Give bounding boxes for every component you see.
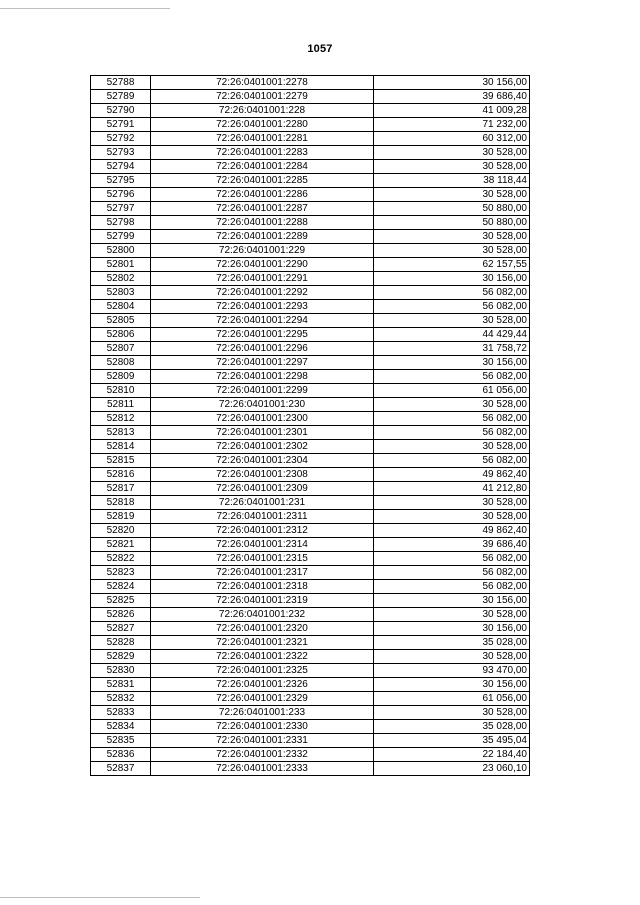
table-row [91, 104, 530, 118]
table-row [91, 356, 530, 370]
value-cell: 56 082,00 [374, 370, 530, 384]
cadastral-number-cell: 72:26:0401001:2315 [151, 552, 374, 566]
value-cell: 44 429,44 [374, 328, 530, 342]
row-id-cell: 52834 [91, 720, 151, 734]
table-row [91, 272, 530, 286]
table-row [91, 622, 530, 636]
table-row [91, 678, 530, 692]
row-id-cell: 52791 [91, 118, 151, 132]
cadastral-number-cell: 72:26:0401001:230 [151, 398, 374, 412]
cadastral-number-cell: 72:26:0401001:2294 [151, 314, 374, 328]
row-id-cell: 52809 [91, 370, 151, 384]
table-row [91, 258, 530, 272]
row-id-cell: 52832 [91, 692, 151, 706]
table-row [91, 286, 530, 300]
table-row [91, 300, 530, 314]
cadastral-number-cell: 72:26:0401001:229 [151, 244, 374, 258]
cadastral-number-cell: 72:26:0401001:2279 [151, 90, 374, 104]
row-id-cell: 52823 [91, 566, 151, 580]
cadastral-number-cell: 72:26:0401001:2332 [151, 748, 374, 762]
row-id-cell: 52807 [91, 342, 151, 356]
table-row [91, 244, 530, 258]
cadastral-number-cell: 72:26:0401001:2331 [151, 734, 374, 748]
table-row [91, 706, 530, 720]
cadastral-number-cell: 72:26:0401001:2312 [151, 524, 374, 538]
row-id-cell: 52805 [91, 314, 151, 328]
cadastral-number-cell: 72:26:0401001:228 [151, 104, 374, 118]
cadastral-number-cell: 72:26:0401001:2293 [151, 300, 374, 314]
table-row [91, 230, 530, 244]
row-id-cell: 52800 [91, 244, 151, 258]
value-cell: 49 862,40 [374, 524, 530, 538]
row-id-cell: 52817 [91, 482, 151, 496]
cadastral-number-cell: 72:26:0401001:2304 [151, 454, 374, 468]
row-id-cell: 52795 [91, 174, 151, 188]
table-row [91, 146, 530, 160]
value-cell: 30 528,00 [374, 244, 530, 258]
row-id-cell: 52827 [91, 622, 151, 636]
value-cell: 56 082,00 [374, 412, 530, 426]
value-cell: 56 082,00 [374, 552, 530, 566]
table-row [91, 174, 530, 188]
row-id-cell: 52815 [91, 454, 151, 468]
cadastral-number-cell: 72:26:0401001:2278 [151, 76, 374, 90]
cadastral-number-cell: 72:26:0401001:2280 [151, 118, 374, 132]
cadastral-number-cell: 72:26:0401001:2302 [151, 440, 374, 454]
cadastral-number-cell: 72:26:0401001:2290 [151, 258, 374, 272]
cadastral-number-cell: 72:26:0401001:2289 [151, 230, 374, 244]
table-row [91, 496, 530, 510]
value-cell: 30 528,00 [374, 706, 530, 720]
value-cell: 30 156,00 [374, 356, 530, 370]
table-row [91, 720, 530, 734]
value-cell: 56 082,00 [374, 566, 530, 580]
row-id-cell: 52790 [91, 104, 151, 118]
cadastral-number-cell: 72:26:0401001:2320 [151, 622, 374, 636]
value-cell: 30 156,00 [374, 678, 530, 692]
row-id-cell: 52835 [91, 734, 151, 748]
cadastral-number-cell: 72:26:0401001:2321 [151, 636, 374, 650]
cadastral-number-cell: 72:26:0401001:2333 [151, 762, 374, 776]
table-row [91, 650, 530, 664]
value-cell: 60 312,00 [374, 132, 530, 146]
value-cell: 56 082,00 [374, 454, 530, 468]
value-cell: 49 862,40 [374, 468, 530, 482]
value-cell: 41 009,28 [374, 104, 530, 118]
table-row [91, 748, 530, 762]
cadastral-number-cell: 72:26:0401001:2309 [151, 482, 374, 496]
row-id-cell: 52829 [91, 650, 151, 664]
row-id-cell: 52798 [91, 216, 151, 230]
table-row [91, 118, 530, 132]
cadastral-number-cell: 72:26:0401001:2319 [151, 594, 374, 608]
row-id-cell: 52818 [91, 496, 151, 510]
table-row [91, 524, 530, 538]
cadastral-number-cell: 72:26:0401001:231 [151, 496, 374, 510]
row-id-cell: 52820 [91, 524, 151, 538]
value-cell: 41 212,80 [374, 482, 530, 496]
value-cell: 30 528,00 [374, 440, 530, 454]
table-row [91, 762, 530, 776]
row-id-cell: 52816 [91, 468, 151, 482]
table-row [91, 566, 530, 580]
row-id-cell: 52810 [91, 384, 151, 398]
cadastral-number-cell: 72:26:0401001:2311 [151, 510, 374, 524]
row-id-cell: 52836 [91, 748, 151, 762]
row-id-cell: 52814 [91, 440, 151, 454]
row-id-cell: 52806 [91, 328, 151, 342]
row-id-cell: 52796 [91, 188, 151, 202]
cadastral-number-cell: 72:26:0401001:2318 [151, 580, 374, 594]
row-id-cell: 52831 [91, 678, 151, 692]
cadastral-number-cell: 72:26:0401001:2297 [151, 356, 374, 370]
value-cell: 71 232,00 [374, 118, 530, 132]
table-row [91, 202, 530, 216]
row-id-cell: 52830 [91, 664, 151, 678]
row-id-cell: 52819 [91, 510, 151, 524]
value-cell: 35 495,04 [374, 734, 530, 748]
table-row [91, 412, 530, 426]
value-cell: 56 082,00 [374, 580, 530, 594]
value-cell: 38 118,44 [374, 174, 530, 188]
table-row [91, 342, 530, 356]
cadastral-number-cell: 72:26:0401001:2288 [151, 216, 374, 230]
table-row [91, 384, 530, 398]
value-cell: 50 880,00 [374, 216, 530, 230]
row-id-cell: 52794 [91, 160, 151, 174]
row-id-cell: 52812 [91, 412, 151, 426]
cadastral-value-table [90, 75, 530, 776]
table-row [91, 328, 530, 342]
value-cell: 61 056,00 [374, 692, 530, 706]
table-row [91, 90, 530, 104]
cadastral-number-cell: 72:26:0401001:2298 [151, 370, 374, 384]
table-row [91, 538, 530, 552]
row-id-cell: 52804 [91, 300, 151, 314]
table-row [91, 216, 530, 230]
value-cell: 35 028,00 [374, 636, 530, 650]
row-id-cell: 52824 [91, 580, 151, 594]
value-cell: 30 156,00 [374, 76, 530, 90]
row-id-cell: 52789 [91, 90, 151, 104]
row-id-cell: 52825 [91, 594, 151, 608]
table-row [91, 426, 530, 440]
row-id-cell: 52822 [91, 552, 151, 566]
row-id-cell: 52788 [91, 76, 151, 90]
table-row [91, 314, 530, 328]
cadastral-number-cell: 72:26:0401001:2330 [151, 720, 374, 734]
cadastral-number-cell: 72:26:0401001:2308 [151, 468, 374, 482]
cadastral-number-cell: 72:26:0401001:2284 [151, 160, 374, 174]
row-id-cell: 52821 [91, 538, 151, 552]
cadastral-number-cell: 72:26:0401001:2285 [151, 174, 374, 188]
value-cell: 56 082,00 [374, 286, 530, 300]
row-id-cell: 52803 [91, 286, 151, 300]
value-cell: 35 028,00 [374, 720, 530, 734]
row-id-cell: 52801 [91, 258, 151, 272]
value-cell: 30 528,00 [374, 146, 530, 160]
value-cell: 30 528,00 [374, 314, 530, 328]
cadastral-number-cell: 72:26:0401001:2291 [151, 272, 374, 286]
value-cell: 30 156,00 [374, 594, 530, 608]
table-row [91, 734, 530, 748]
table-row [91, 440, 530, 454]
cadastral-number-cell: 72:26:0401001:2322 [151, 650, 374, 664]
table-row [91, 454, 530, 468]
value-cell: 23 060,10 [374, 762, 530, 776]
value-cell: 62 157,55 [374, 258, 530, 272]
cadastral-number-cell: 72:26:0401001:2301 [151, 426, 374, 440]
value-cell: 30 528,00 [374, 496, 530, 510]
table-row [91, 398, 530, 412]
table-row [91, 594, 530, 608]
table-row [91, 664, 530, 678]
table-row [91, 160, 530, 174]
table-row [91, 468, 530, 482]
value-cell: 30 156,00 [374, 622, 530, 636]
value-cell: 30 528,00 [374, 188, 530, 202]
value-cell: 93 470,00 [374, 664, 530, 678]
value-cell: 39 686,40 [374, 90, 530, 104]
row-id-cell: 52811 [91, 398, 151, 412]
table-body [91, 76, 530, 776]
table-row [91, 76, 530, 90]
table-row [91, 132, 530, 146]
row-id-cell: 52837 [91, 762, 151, 776]
value-cell: 22 184,40 [374, 748, 530, 762]
top-edge-line [0, 8, 170, 9]
value-cell: 61 056,00 [374, 384, 530, 398]
table-row [91, 482, 530, 496]
cadastral-number-cell: 72:26:0401001:2329 [151, 692, 374, 706]
row-id-cell: 52799 [91, 230, 151, 244]
value-cell: 30 156,00 [374, 272, 530, 286]
cadastral-number-cell: 72:26:0401001:2299 [151, 384, 374, 398]
value-cell: 39 686,40 [374, 538, 530, 552]
value-cell: 56 082,00 [374, 300, 530, 314]
row-id-cell: 52808 [91, 356, 151, 370]
cadastral-number-cell: 72:26:0401001:2292 [151, 286, 374, 300]
bottom-edge-line [0, 897, 200, 898]
value-cell: 56 082,00 [374, 426, 530, 440]
value-cell: 30 528,00 [374, 608, 530, 622]
table-row [91, 510, 530, 524]
cadastral-number-cell: 72:26:0401001:2287 [151, 202, 374, 216]
row-id-cell: 52833 [91, 706, 151, 720]
cadastral-number-cell: 72:26:0401001:2295 [151, 328, 374, 342]
cadastral-number-cell: 72:26:0401001:2325 [151, 664, 374, 678]
value-cell: 30 528,00 [374, 510, 530, 524]
row-id-cell: 52797 [91, 202, 151, 216]
table-row [91, 370, 530, 384]
cadastral-number-cell: 72:26:0401001:2300 [151, 412, 374, 426]
row-id-cell: 52792 [91, 132, 151, 146]
page-number: 1057 [307, 43, 333, 55]
cadastral-number-cell: 72:26:0401001:2296 [151, 342, 374, 356]
table-row [91, 692, 530, 706]
table-row [91, 552, 530, 566]
value-cell: 30 528,00 [374, 398, 530, 412]
value-cell: 30 528,00 [374, 230, 530, 244]
row-id-cell: 52826 [91, 608, 151, 622]
row-id-cell: 52813 [91, 426, 151, 440]
value-cell: 50 880,00 [374, 202, 530, 216]
cadastral-number-cell: 72:26:0401001:232 [151, 608, 374, 622]
row-id-cell: 52828 [91, 636, 151, 650]
table-row [91, 608, 530, 622]
row-id-cell: 52802 [91, 272, 151, 286]
value-cell: 30 528,00 [374, 160, 530, 174]
cadastral-number-cell: 72:26:0401001:233 [151, 706, 374, 720]
table-row [91, 636, 530, 650]
value-cell: 30 528,00 [374, 650, 530, 664]
cadastral-number-cell: 72:26:0401001:2314 [151, 538, 374, 552]
cadastral-number-cell: 72:26:0401001:2317 [151, 566, 374, 580]
cadastral-number-cell: 72:26:0401001:2286 [151, 188, 374, 202]
cadastral-number-cell: 72:26:0401001:2281 [151, 132, 374, 146]
table-row [91, 580, 530, 594]
row-id-cell: 52793 [91, 146, 151, 160]
value-cell: 31 758,72 [374, 342, 530, 356]
table-row [91, 188, 530, 202]
cadastral-number-cell: 72:26:0401001:2326 [151, 678, 374, 692]
cadastral-number-cell: 72:26:0401001:2283 [151, 146, 374, 160]
